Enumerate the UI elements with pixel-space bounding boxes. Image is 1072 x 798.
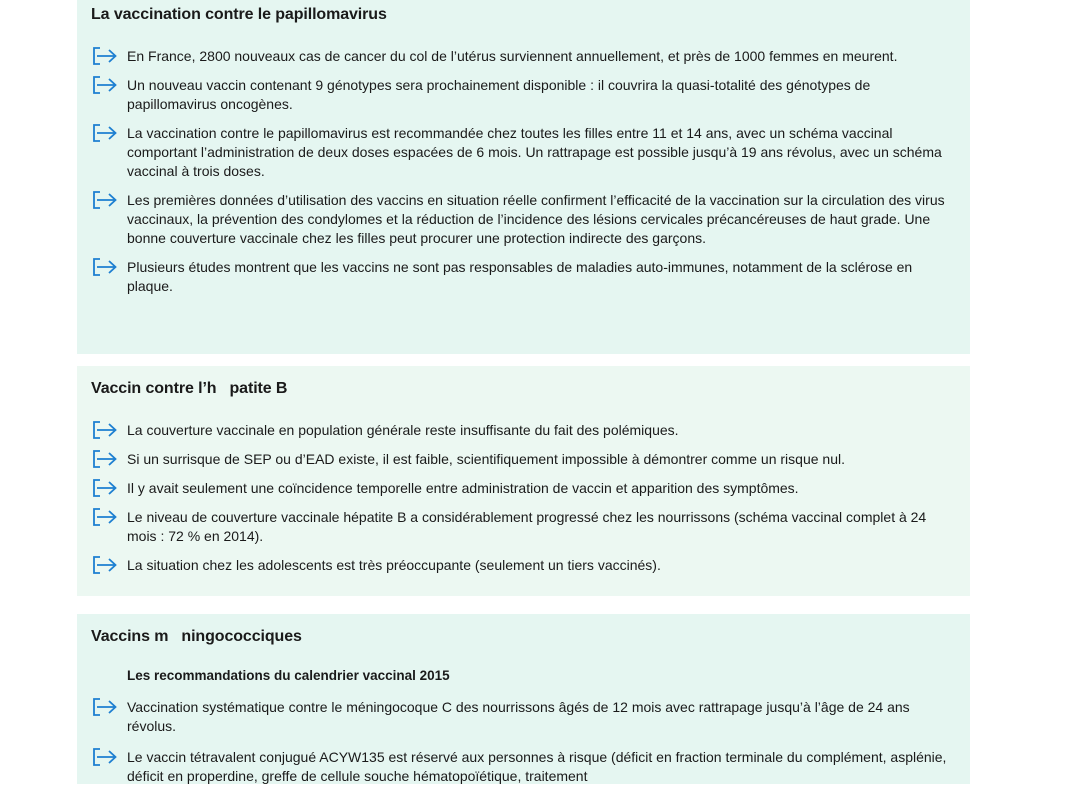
list-item — [91, 479, 950, 498]
list-item-text: Les premières données d’utilisation des vaccins en situation réelle confirment l’efficacité de la vaccination sur la circulation des virus vaccinaux, la prévention des condylomes et la réduction de l’incidence des lésions cervicales précancéreuses de haut grade. Une bonne couverture vaccinale chez les filles peut procurer une protection indirecte des garçons. — [127, 192, 945, 246]
list-item — [91, 421, 950, 440]
list-item-text: Vaccination systématique contre le méningocoque C des nourrissons âgés de 12 mois avec rattrapage jusqu’à l’âge de 24 ans révolus. — [127, 699, 910, 734]
section-hepatite-b — [77, 366, 970, 596]
list-item-text: Le niveau de couverture vaccinale hépatite B a considérablement progressé chez les nourrissons (schéma vaccinal complet à 24 mois : 72 % en 2014). — [127, 509, 927, 544]
list-item — [91, 124, 950, 181]
list-item-text: La vaccination contre le papillomavirus est recommandée chez toutes les filles entre 11 et 14 ans, avec un schéma vaccinal comportant l’administration de deux doses espacées de 6 mois. Un rattrapage est possible jusqu’à 19 ans révolus, avec un schéma vaccinal à trois doses. — [127, 125, 942, 179]
list-item-text: Il y avait seulement une coïncidence temporelle entre administration de vaccin et apparition des symptômes. — [127, 480, 799, 496]
list-item — [91, 698, 950, 736]
list-item-text: Plusieurs études montrent que les vaccins ne sont pas responsables de maladies auto-immunes, notamment de la sclérose en plaque. — [127, 259, 913, 294]
list-item — [91, 748, 950, 786]
arrow-right-bracket-icon — [91, 477, 119, 499]
section-title: Vaccin contre l’h patite B — [91, 380, 288, 397]
list-item-text: La situation chez les adolescents est très préoccupante (seulement un tiers vaccinés). — [127, 557, 661, 573]
list-item — [91, 556, 950, 575]
list-item — [91, 47, 950, 66]
bullet-list — [91, 698, 950, 798]
arrow-right-bracket-icon — [91, 256, 119, 278]
section-meningococcal — [77, 614, 970, 784]
list-item — [91, 450, 950, 469]
section-title: Vaccins m ningococciques — [91, 628, 302, 645]
list-item-text: Si un surrisque de SEP ou d’EAD existe, il est faible, scientifiquement impossible à démontrer comme un risque nul. — [127, 451, 845, 467]
section-papillomavirus — [77, 0, 970, 354]
list-item — [91, 191, 950, 248]
arrow-right-bracket-icon — [91, 746, 119, 768]
list-item-text: La couverture vaccinale en population générale reste insuffisante du fait des polémiques. — [127, 422, 679, 438]
bullet-list — [91, 47, 950, 306]
section-title: La vaccination contre le papillomavirus — [91, 6, 387, 23]
list-item-text: Le vaccin tétravalent conjugué ACYW135 est réservé aux personnes à risque (déficit en fraction terminale du complément, asplénie, déficit en properdine, greffe de cellule souche hématopoïétique, traitement — [127, 749, 947, 784]
list-item-text: En France, 2800 nouveaux cas de cancer du col de l’utérus surviennent annuellement, et près de 1000 femmes en meurent. — [127, 48, 898, 64]
section-subtitle: Les recommandations du calendrier vaccinal 2015 — [127, 668, 450, 683]
arrow-right-bracket-icon — [91, 189, 119, 211]
bullet-list — [91, 421, 950, 585]
list-item — [91, 508, 950, 546]
list-item — [91, 76, 950, 114]
list-item-text: Un nouveau vaccin contenant 9 génotypes sera prochainement disponible : il couvrira la quasi-totalité des génotypes de papillomavirus oncogènes. — [127, 77, 871, 112]
arrow-right-bracket-icon — [91, 696, 119, 718]
arrow-right-bracket-icon — [91, 419, 119, 441]
arrow-right-bracket-icon — [91, 122, 119, 144]
arrow-right-bracket-icon — [91, 448, 119, 470]
list-item — [91, 258, 950, 296]
arrow-right-bracket-icon — [91, 45, 119, 67]
arrow-right-bracket-icon — [91, 74, 119, 96]
arrow-right-bracket-icon — [91, 554, 119, 576]
arrow-right-bracket-icon — [91, 506, 119, 528]
